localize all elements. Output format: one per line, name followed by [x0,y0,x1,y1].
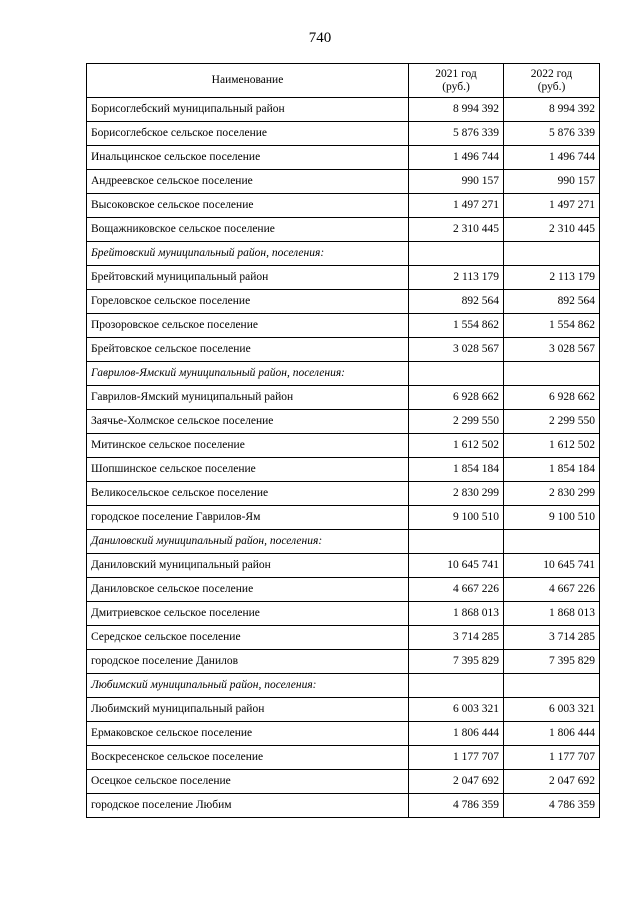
value-2021 [409,674,504,698]
group-title: Брейтовский муниципальный район, поселения: [87,242,409,266]
group-title: Даниловский муниципальный район, поселения: [87,530,409,554]
value-2021: 8 994 392 [409,98,504,122]
header-2022-year: 2022 год [530,67,573,80]
value-2021: 5 876 339 [409,122,504,146]
value-2022: 1 854 184 [504,458,600,482]
value-2022: 5 876 339 [504,122,600,146]
table-group-row [87,362,600,386]
table-row [87,698,600,722]
value-2021 [409,530,504,554]
table-row [87,746,600,770]
row-name: Гаврилов-Ямский муниципальный район [87,386,409,410]
value-2021: 6 003 321 [409,698,504,722]
value-2021: 2 830 299 [409,482,504,506]
value-2021: 1 496 744 [409,146,504,170]
table-row [87,146,600,170]
value-2021: 1 497 271 [409,194,504,218]
table-row [87,266,600,290]
table-row [87,482,600,506]
table-row [87,578,600,602]
header-row [87,64,600,98]
table-row [87,770,600,794]
value-2022: 10 645 741 [504,554,600,578]
value-2021: 892 564 [409,290,504,314]
row-name: Инальцинское сельское поселение [87,146,409,170]
value-2022: 3 714 285 [504,626,600,650]
table-header [87,64,600,98]
row-name: Андреевское сельское поселение [87,170,409,194]
value-2022: 2 310 445 [504,218,600,242]
value-2022: 1 868 013 [504,602,600,626]
value-2022 [504,242,600,266]
row-name: Любимский муниципальный район [87,698,409,722]
row-name: Шопшинское сельское поселение [87,458,409,482]
value-2022: 3 028 567 [504,338,600,362]
table-row [87,722,600,746]
value-2022: 7 395 829 [504,650,600,674]
table-body [87,98,600,818]
table-row [87,626,600,650]
value-2022 [504,362,600,386]
table-row [87,650,600,674]
value-2022: 2 830 299 [504,482,600,506]
row-name: Брейтовское сельское поселение [87,338,409,362]
table-row [87,338,600,362]
row-name: городское поселение Гаврилов-Ям [87,506,409,530]
value-2021: 2 047 692 [409,770,504,794]
value-2021: 9 100 510 [409,506,504,530]
value-2021: 2 113 179 [409,266,504,290]
table-row [87,290,600,314]
value-2021: 2 299 550 [409,410,504,434]
value-2021: 7 395 829 [409,650,504,674]
value-2022: 1 497 271 [504,194,600,218]
row-name: Дмитриевское сельское поселение [87,602,409,626]
value-2021: 1 177 707 [409,746,504,770]
table-group-row [87,530,600,554]
table-row [87,794,600,818]
table-row [87,170,600,194]
row-name: Вощажниковское сельское поселение [87,218,409,242]
row-name: Борисоглебское сельское поселение [87,122,409,146]
table-row [87,434,600,458]
value-2022: 1 177 707 [504,746,600,770]
row-name: городское поселение Данилов [87,650,409,674]
table-row [87,218,600,242]
value-2022: 1 554 862 [504,314,600,338]
value-2021: 990 157 [409,170,504,194]
value-2021: 1 868 013 [409,602,504,626]
page-number: 740 [308,30,332,46]
table-group-row [87,242,600,266]
value-2022: 4 786 359 [504,794,600,818]
table-row [87,554,600,578]
header-2022-unit: (руб.) [537,80,566,93]
value-2022: 892 564 [504,290,600,314]
row-name: Ермаковское сельское поселение [87,722,409,746]
table-row [87,98,600,122]
table-row [87,410,600,434]
table-row [87,386,600,410]
row-name: Митинское сельское поселение [87,434,409,458]
value-2021: 6 928 662 [409,386,504,410]
table-row [87,602,600,626]
header-name: Наименование [87,64,409,98]
row-name: Борисоглебский муниципальный район [87,98,409,122]
value-2021 [409,242,504,266]
value-2022: 6 928 662 [504,386,600,410]
group-title: Гаврилов-Ямский муниципальный район, поселения: [87,362,409,386]
row-name: Середское сельское поселение [87,626,409,650]
table-row [87,122,600,146]
row-name: Великосельское сельское поселение [87,482,409,506]
header-2021 [409,64,504,98]
value-2022: 2 047 692 [504,770,600,794]
row-name: Гореловское сельское поселение [87,290,409,314]
table-row [87,506,600,530]
value-2021: 10 645 741 [409,554,504,578]
value-2022: 9 100 510 [504,506,600,530]
value-2021: 3 714 285 [409,626,504,650]
table-group-row [87,674,600,698]
row-name: Заячье-Холмское сельское поселение [87,410,409,434]
row-name: Высоковское сельское поселение [87,194,409,218]
row-name: Воскресенское сельское поселение [87,746,409,770]
value-2021: 1 854 184 [409,458,504,482]
value-2021: 2 310 445 [409,218,504,242]
value-2022: 4 667 226 [504,578,600,602]
value-2021: 3 028 567 [409,338,504,362]
budget-table [86,63,600,818]
value-2021: 4 667 226 [409,578,504,602]
row-name: Прозоровское сельское поселение [87,314,409,338]
table-row [87,458,600,482]
value-2021: 1 806 444 [409,722,504,746]
header-2021-unit: (руб.) [442,80,470,93]
value-2022: 990 157 [504,170,600,194]
value-2022: 2 299 550 [504,410,600,434]
value-2022: 1 612 502 [504,434,600,458]
value-2022: 1 806 444 [504,722,600,746]
row-name: Даниловский муниципальный район [87,554,409,578]
value-2022: 6 003 321 [504,698,600,722]
table-row [87,194,600,218]
row-name: Осецкое сельское поселение [87,770,409,794]
value-2022: 2 113 179 [504,266,600,290]
group-title: Любимский муниципальный район, поселения: [87,674,409,698]
value-2021: 4 786 359 [409,794,504,818]
value-2022: 8 994 392 [504,98,600,122]
row-name: городское поселение Любим [87,794,409,818]
header-2021-year: 2021 год [435,67,477,80]
value-2021 [409,362,504,386]
value-2022: 1 496 744 [504,146,600,170]
row-name: Даниловское сельское поселение [87,578,409,602]
value-2021: 1 612 502 [409,434,504,458]
value-2022 [504,674,600,698]
value-2022 [504,530,600,554]
value-2021: 1 554 862 [409,314,504,338]
table-row [87,314,600,338]
header-2022 [504,64,600,98]
row-name: Брейтовский муниципальный район [87,266,409,290]
